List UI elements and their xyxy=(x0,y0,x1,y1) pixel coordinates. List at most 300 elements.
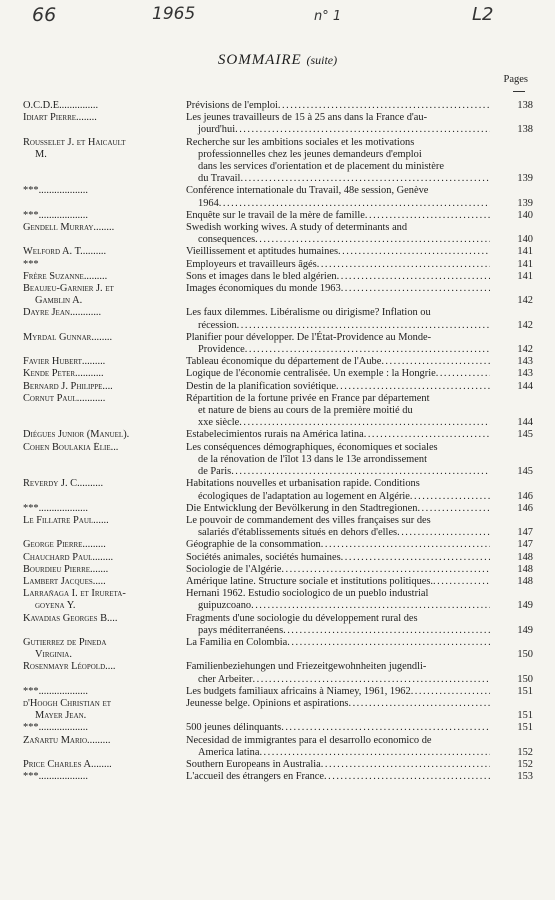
toc-title xyxy=(186,478,490,502)
toc-title-text: consequences xyxy=(198,234,256,246)
toc-entry xyxy=(23,246,533,258)
toc-title-text: Estabelecimientos rurais na América latina xyxy=(186,429,364,441)
toc-title-line xyxy=(186,576,490,588)
toc-title xyxy=(186,332,490,356)
toc-page-number: 148 xyxy=(517,563,533,575)
dot-leader xyxy=(255,234,490,246)
toc-title-text: Familienbeziehungen und Friezeitgewohnheiten jugendli- xyxy=(186,661,427,673)
toc-author: ***................... xyxy=(23,185,88,197)
toc-page-number: 150 xyxy=(517,649,533,661)
toc-entry xyxy=(23,283,533,307)
toc-page-number: 144 xyxy=(517,417,533,429)
toc-page-number: 151 xyxy=(517,710,533,722)
toc-title xyxy=(186,259,490,271)
toc-title xyxy=(186,222,490,246)
dot-leader xyxy=(348,698,490,710)
toc-title-text: pays méditerranéens xyxy=(198,624,284,636)
toc-author xyxy=(23,698,186,722)
toc-page-number: 153 xyxy=(517,771,533,783)
toc-title xyxy=(186,503,490,515)
toc-author: ***................... xyxy=(23,685,88,697)
toc-title-text: et nature de biens au cours de la première moitié du xyxy=(198,405,413,417)
toc-title xyxy=(186,661,490,685)
toc-title-line xyxy=(186,735,490,747)
toc-title xyxy=(186,613,490,637)
toc-author: Gendell Murray........ xyxy=(23,222,115,234)
page-title xyxy=(0,52,555,69)
dot-leader xyxy=(237,320,490,332)
toc-title-text: Sociologie de l'Algérie xyxy=(186,563,282,575)
toc-page-number: 143 xyxy=(517,368,533,380)
toc-entry xyxy=(23,771,533,783)
toc-title-line xyxy=(186,246,490,258)
toc-title-text: xxe siècle xyxy=(198,417,240,429)
toc-page-number: 147 xyxy=(517,527,533,539)
toc-title-line xyxy=(186,478,490,490)
toc-title-text: America latina xyxy=(198,746,260,758)
dot-leader xyxy=(245,344,490,356)
toc-title-text: Hernani 1962. Estudio sociologico de un pueblo industrial xyxy=(186,588,429,600)
dot-leader xyxy=(341,283,490,295)
toc-title xyxy=(186,735,490,759)
toc-author xyxy=(23,637,186,661)
toc-author: Price Charles A........ xyxy=(23,758,112,770)
dot-leader xyxy=(239,417,490,429)
toc-page-number: 141 xyxy=(517,246,533,258)
toc-title-text: Les jeunes travailleurs de 15 à 25 ans dans la France d'au- xyxy=(186,112,428,124)
toc-title xyxy=(186,100,490,112)
toc-title xyxy=(186,759,490,771)
toc-author xyxy=(23,588,186,612)
toc-title xyxy=(186,393,490,430)
dot-leader xyxy=(410,491,490,503)
toc-title xyxy=(186,539,490,551)
toc-author-line: Mayer Jean. xyxy=(35,710,87,722)
dot-leader xyxy=(281,564,490,576)
toc-title-text: Sons et images dans le bled algérien xyxy=(186,270,337,282)
toc-title-line xyxy=(186,137,490,149)
toc-author: Diégues Junior (Manuel). xyxy=(23,429,130,441)
toc-title-text: de la rénovation de l'îlot 13 dans le 13e arrondissement xyxy=(198,453,427,465)
dot-leader xyxy=(240,173,490,185)
toc-title-line xyxy=(186,442,490,454)
toc-title-line xyxy=(186,259,490,271)
dot-leader xyxy=(231,466,490,478)
toc-entry xyxy=(23,259,533,271)
toc-author-line: Gutierrez de Pineda xyxy=(23,636,107,648)
toc-page-number: 145 xyxy=(517,429,533,441)
toc-entry xyxy=(23,185,533,209)
toc-title xyxy=(186,283,490,295)
dot-leader xyxy=(287,637,490,649)
dot-leader xyxy=(278,100,490,112)
toc-title-line xyxy=(186,588,490,600)
toc-author-line: Gamblin A. xyxy=(35,295,83,307)
toc-author: ***................... xyxy=(23,502,88,514)
toc-page-number: 142 xyxy=(517,344,533,356)
toc-page-number: 140 xyxy=(517,234,533,246)
toc-title-line xyxy=(186,552,490,564)
toc-title-line xyxy=(186,368,490,380)
toc-title xyxy=(186,429,490,441)
toc-title-text: Enquête sur le travail de la mère de famille xyxy=(186,209,365,221)
toc-title-line xyxy=(186,356,490,368)
toc-page-number: 149 xyxy=(517,624,533,636)
toc-entry xyxy=(23,332,533,356)
toc-page-number: 148 xyxy=(517,551,533,563)
pages-column-header: Pages xyxy=(503,74,528,85)
toc-title-text: L'accueil des étrangers en France xyxy=(186,771,325,783)
toc-page-number: 140 xyxy=(517,209,533,221)
toc-author: O.C.D.E............... xyxy=(23,100,99,111)
toc-title-line xyxy=(186,332,490,344)
toc-title-text: du Travail xyxy=(198,173,241,185)
toc-title-line xyxy=(186,613,490,625)
toc-title-text: Swedish working wives. A study of determinants and xyxy=(186,222,408,234)
toc-title-text: Sociétés animales, sociétés humaines xyxy=(186,551,341,563)
toc-title-text: écologiques de l'adaptation au logement en Algérie xyxy=(198,490,410,502)
toc-title xyxy=(186,185,490,209)
toc-page-number: 146 xyxy=(517,490,533,502)
toc-title xyxy=(186,112,490,136)
toc-page-number: 151 xyxy=(517,722,533,734)
toc-title-text: récession xyxy=(198,319,237,331)
toc-page-number: 141 xyxy=(517,270,533,282)
toc-title xyxy=(186,564,490,576)
toc-author: Bernard J. Philippe.... xyxy=(23,380,113,392)
handwritten-mark: L2 xyxy=(472,4,494,25)
toc-title-text: salariés d'établissements situés en dehors d'elles xyxy=(198,527,398,539)
toc-title-line xyxy=(186,222,490,234)
toc-entry xyxy=(23,613,533,637)
toc-entry xyxy=(23,576,533,588)
toc-author: Le Fillatre Paul...... xyxy=(23,514,109,526)
toc-entry xyxy=(23,271,533,283)
title-text: SOMMAIRE xyxy=(217,52,302,68)
toc-page-number: 138 xyxy=(517,124,533,136)
dot-leader xyxy=(336,381,490,393)
toc-title xyxy=(186,368,490,380)
toc-entry xyxy=(23,661,533,685)
toc-title-text: Destin de la planification soviétique xyxy=(186,380,337,392)
toc-title-line xyxy=(186,661,490,673)
toc-title-line xyxy=(186,100,490,112)
toc-title-text: Recherche sur les ambitions sociales et les motivations xyxy=(186,136,415,148)
toc-page-number: 139 xyxy=(517,173,533,185)
toc-title-line xyxy=(186,124,490,136)
dot-leader xyxy=(365,210,490,222)
toc-title-text: Conférence internationale du Travail, 48e session, Genève xyxy=(186,185,429,197)
toc-author: Dayre Jean............ xyxy=(23,307,102,319)
toc-title-text: Necesidad de immigrantes para el desarrollo economico de xyxy=(186,734,432,746)
toc-author: Zañartu Mario......... xyxy=(23,734,111,746)
dot-leader xyxy=(411,686,490,698)
toc-entry xyxy=(23,515,533,539)
toc-entry xyxy=(23,222,533,246)
toc-title-line xyxy=(186,771,490,783)
toc-title xyxy=(186,576,490,588)
toc-title-line xyxy=(186,491,490,503)
toc-title xyxy=(186,137,490,186)
toc-page-number: 150 xyxy=(517,673,533,685)
toc-author: Myrdal Gunnar........ xyxy=(23,331,113,343)
toc-entry xyxy=(23,442,533,479)
toc-title-text: Répartition de la fortune privée en France par département xyxy=(186,392,430,404)
toc-author: ***................... xyxy=(23,722,88,734)
toc-entry xyxy=(23,698,533,722)
toc-page-number: 139 xyxy=(517,197,533,209)
toc-entry xyxy=(23,478,533,502)
toc-entry xyxy=(23,429,533,441)
toc-title-line xyxy=(186,539,490,551)
dot-leader xyxy=(321,539,490,551)
title-suite: (suite) xyxy=(306,53,338,67)
toc-author: ***................... xyxy=(23,771,88,783)
toc-author xyxy=(23,283,186,307)
toc-title-text: Les faux dilemmes. Libéralisme ou dirigisme? Inflation ou xyxy=(186,307,431,319)
toc-author: Frère Suzanne......... xyxy=(23,270,108,282)
dot-leader xyxy=(397,527,490,539)
toc-title-text: cher Arbeiter xyxy=(198,673,253,685)
dot-leader xyxy=(321,759,490,771)
toc-title-line xyxy=(186,429,490,441)
toc-title-line xyxy=(186,686,490,698)
dot-leader xyxy=(283,625,490,637)
toc-title xyxy=(186,356,490,368)
toc-title-line xyxy=(186,173,490,185)
toc-title-text: Die Entwicklung der Bevölkerung in den Stadtregionen xyxy=(186,502,418,514)
toc-title xyxy=(186,698,490,710)
toc-title-text: Employeurs et travailleurs âgés xyxy=(186,258,317,270)
toc-title xyxy=(186,246,490,258)
dot-leader xyxy=(324,771,490,783)
toc-title-text: Fragments d'une sociologie du développement rural des xyxy=(186,612,418,624)
toc-author-line: Beaujeu-Garnier J. et xyxy=(23,283,114,295)
toc-title xyxy=(186,271,490,283)
dot-leader xyxy=(417,503,490,515)
toc-title-line xyxy=(186,722,490,734)
toc-title xyxy=(186,637,490,649)
toc-title-line xyxy=(186,674,490,686)
toc-entry xyxy=(23,368,533,380)
toc-title-text: Southern Europeans in Australia xyxy=(186,758,321,770)
toc-entry xyxy=(23,735,533,759)
toc-title-text: Les budgets familiaux africains à Niamey, 1961, 1962 xyxy=(186,685,411,697)
toc-title xyxy=(186,552,490,564)
toc-author-line: Larrañaga I. et Irureta- xyxy=(23,588,126,600)
toc-title-line xyxy=(186,307,490,319)
toc-title-text: Habitations nouvelles et urbanisation rapide. Conditions xyxy=(186,478,420,490)
toc-page-number: 148 xyxy=(517,575,533,587)
toc-author xyxy=(23,137,186,161)
toc-entry xyxy=(23,564,533,576)
toc-entry xyxy=(23,722,533,734)
handwritten-issue: n° 1 xyxy=(314,9,342,24)
toc-entry xyxy=(23,100,533,112)
dot-leader xyxy=(338,246,490,258)
toc-entry xyxy=(23,503,533,515)
toc-author: Cornut Paul........... xyxy=(23,392,106,404)
toc-entry xyxy=(23,759,533,771)
toc-title-line xyxy=(186,625,490,637)
dot-leader xyxy=(253,674,490,686)
toc-title-line xyxy=(186,283,490,295)
dot-leader xyxy=(259,747,490,759)
toc-page-number: 152 xyxy=(517,746,533,758)
toc-title-line xyxy=(186,600,490,612)
dot-leader xyxy=(317,259,490,271)
toc-author: George Pierre......... xyxy=(23,539,106,551)
toc-page-number: 145 xyxy=(517,466,533,478)
toc-title-text: professionnelles chez les jeunes demandeurs d'emploi xyxy=(198,148,422,160)
toc-author: *** xyxy=(23,258,39,270)
toc-title-text: guipuzcoano xyxy=(198,600,252,612)
dot-leader xyxy=(337,271,490,283)
table-of-contents xyxy=(23,100,533,783)
toc-title-text: dans les services d'orientation et de placement du ministère xyxy=(198,161,444,173)
toc-author: Reverdy J. C.......... xyxy=(23,478,104,490)
toc-entry xyxy=(23,539,533,551)
toc-title xyxy=(186,686,490,698)
toc-entry xyxy=(23,393,533,430)
toc-title-line xyxy=(186,210,490,222)
toc-page-number: 146 xyxy=(517,502,533,514)
toc-author-line: goyena Y. xyxy=(35,600,76,612)
toc-title xyxy=(186,442,490,479)
toc-author-line: Virginia. xyxy=(35,649,72,661)
toc-title-line xyxy=(186,320,490,332)
toc-author-line: d'Hoogh Christian et xyxy=(23,697,111,709)
toc-page-number: 147 xyxy=(517,539,533,551)
toc-title-line xyxy=(186,698,490,710)
toc-author: ***................... xyxy=(23,209,88,221)
toc-page-number: 141 xyxy=(517,258,533,270)
toc-title-line xyxy=(186,527,490,539)
toc-title xyxy=(186,307,490,331)
toc-author: Welford A. T.......... xyxy=(23,246,107,258)
toc-author: Idiart Pierre........ xyxy=(23,112,97,124)
toc-title-line xyxy=(186,637,490,649)
toc-title-line xyxy=(186,161,490,173)
toc-title-text: 1964 xyxy=(198,197,219,209)
toc-title-line xyxy=(186,515,490,527)
toc-title-text: Géographie de la consommation xyxy=(186,539,321,551)
toc-title-text: Providence xyxy=(198,344,245,356)
toc-page-number: 149 xyxy=(517,600,533,612)
toc-title-line xyxy=(186,393,490,405)
toc-entry xyxy=(23,356,533,368)
toc-title-line xyxy=(186,185,490,197)
toc-author: Cohen Boulakia Élie... xyxy=(23,441,119,453)
toc-title-text: Amérique latine. Structure sociale et institutions politiques. xyxy=(186,575,434,587)
toc-entry xyxy=(23,552,533,564)
toc-author-line: M. xyxy=(35,148,47,160)
toc-title-line xyxy=(186,466,490,478)
toc-page-number: 152 xyxy=(517,758,533,770)
dot-leader xyxy=(281,722,490,734)
toc-title-text: Le pouvoir de commandement des villes françaises sur des xyxy=(186,514,431,526)
dot-leader xyxy=(381,356,490,368)
toc-title-line xyxy=(186,564,490,576)
dot-leader xyxy=(341,552,490,564)
toc-author: Kende Peter........... xyxy=(23,368,104,380)
toc-entry xyxy=(23,137,533,186)
toc-title-text: La Familia en Colombia xyxy=(186,636,288,648)
toc-title-line xyxy=(186,271,490,283)
toc-title-text: Vieillissement et aptitudes humaines xyxy=(186,246,339,258)
toc-title xyxy=(186,771,490,783)
toc-title-text: Les conséquences démographiques, économiques et sociales xyxy=(186,441,438,453)
toc-title-line xyxy=(186,747,490,759)
dot-leader xyxy=(235,124,490,136)
toc-title-line xyxy=(186,381,490,393)
toc-title-text: de Paris xyxy=(198,466,232,478)
toc-title-line xyxy=(186,112,490,124)
dot-leader xyxy=(251,600,490,612)
toc-title-line xyxy=(186,503,490,515)
toc-title-line xyxy=(186,234,490,246)
toc-title-text: Jeunesse belge. Opinions et aspirations xyxy=(186,697,349,709)
dot-leader xyxy=(364,429,490,441)
toc-entry xyxy=(23,637,533,661)
toc-title xyxy=(186,588,490,612)
toc-author: Chauchard Paul........ xyxy=(23,551,114,563)
toc-title-line xyxy=(186,344,490,356)
toc-author: Kavadias Georges B.... xyxy=(23,612,118,624)
pages-header-rule xyxy=(513,91,525,92)
toc-title-text: Planifier pour développer. De l'État-Providence au Monde- xyxy=(186,331,432,343)
toc-title xyxy=(186,515,490,539)
toc-entry xyxy=(23,210,533,222)
toc-author: Lambert Jacques..... xyxy=(23,575,106,587)
dot-leader xyxy=(219,198,490,210)
toc-entry xyxy=(23,588,533,612)
toc-author-line: Rousselet J. et Haicault xyxy=(23,136,126,148)
toc-author: Rosenmayr Léopold.... xyxy=(23,661,116,673)
toc-entry xyxy=(23,686,533,698)
toc-entry xyxy=(23,381,533,393)
toc-entry xyxy=(23,112,533,136)
toc-author: Bourdieu Pierre....... xyxy=(23,563,109,575)
toc-title-text: Prévisions de l'emploi xyxy=(186,100,278,111)
toc-title xyxy=(186,210,490,222)
dot-leader xyxy=(436,368,490,380)
handwritten-year: 1965 xyxy=(152,4,196,24)
toc-title-text: jourd'hui xyxy=(198,124,236,136)
toc-page-number: 143 xyxy=(517,356,533,368)
toc-title xyxy=(186,381,490,393)
toc-title-line xyxy=(186,417,490,429)
toc-author: Favier Hubert......... xyxy=(23,356,106,368)
toc-page-number: 144 xyxy=(517,380,533,392)
toc-title-line xyxy=(186,759,490,771)
toc-title-line xyxy=(186,454,490,466)
toc-title-text: 500 jeunes délinquants xyxy=(186,722,282,734)
handwritten-number: 66 xyxy=(32,4,57,26)
toc-page-number: 142 xyxy=(517,319,533,331)
dot-leader xyxy=(433,576,490,588)
toc-entry xyxy=(23,307,533,331)
toc-page-number: 138 xyxy=(517,100,533,111)
toc-page-number: 142 xyxy=(517,295,533,307)
toc-title-text: Images économiques du monde 1963 xyxy=(186,283,341,295)
toc-page-number: 151 xyxy=(517,685,533,697)
toc-title-text: Logique de l'économie centralisée. Un exemple : la Hongrie xyxy=(186,368,436,380)
toc-title-line xyxy=(186,405,490,417)
toc-title-text: Tableau économique du département de l'Aube xyxy=(186,356,382,368)
toc-title xyxy=(186,722,490,734)
toc-title-line xyxy=(186,198,490,210)
